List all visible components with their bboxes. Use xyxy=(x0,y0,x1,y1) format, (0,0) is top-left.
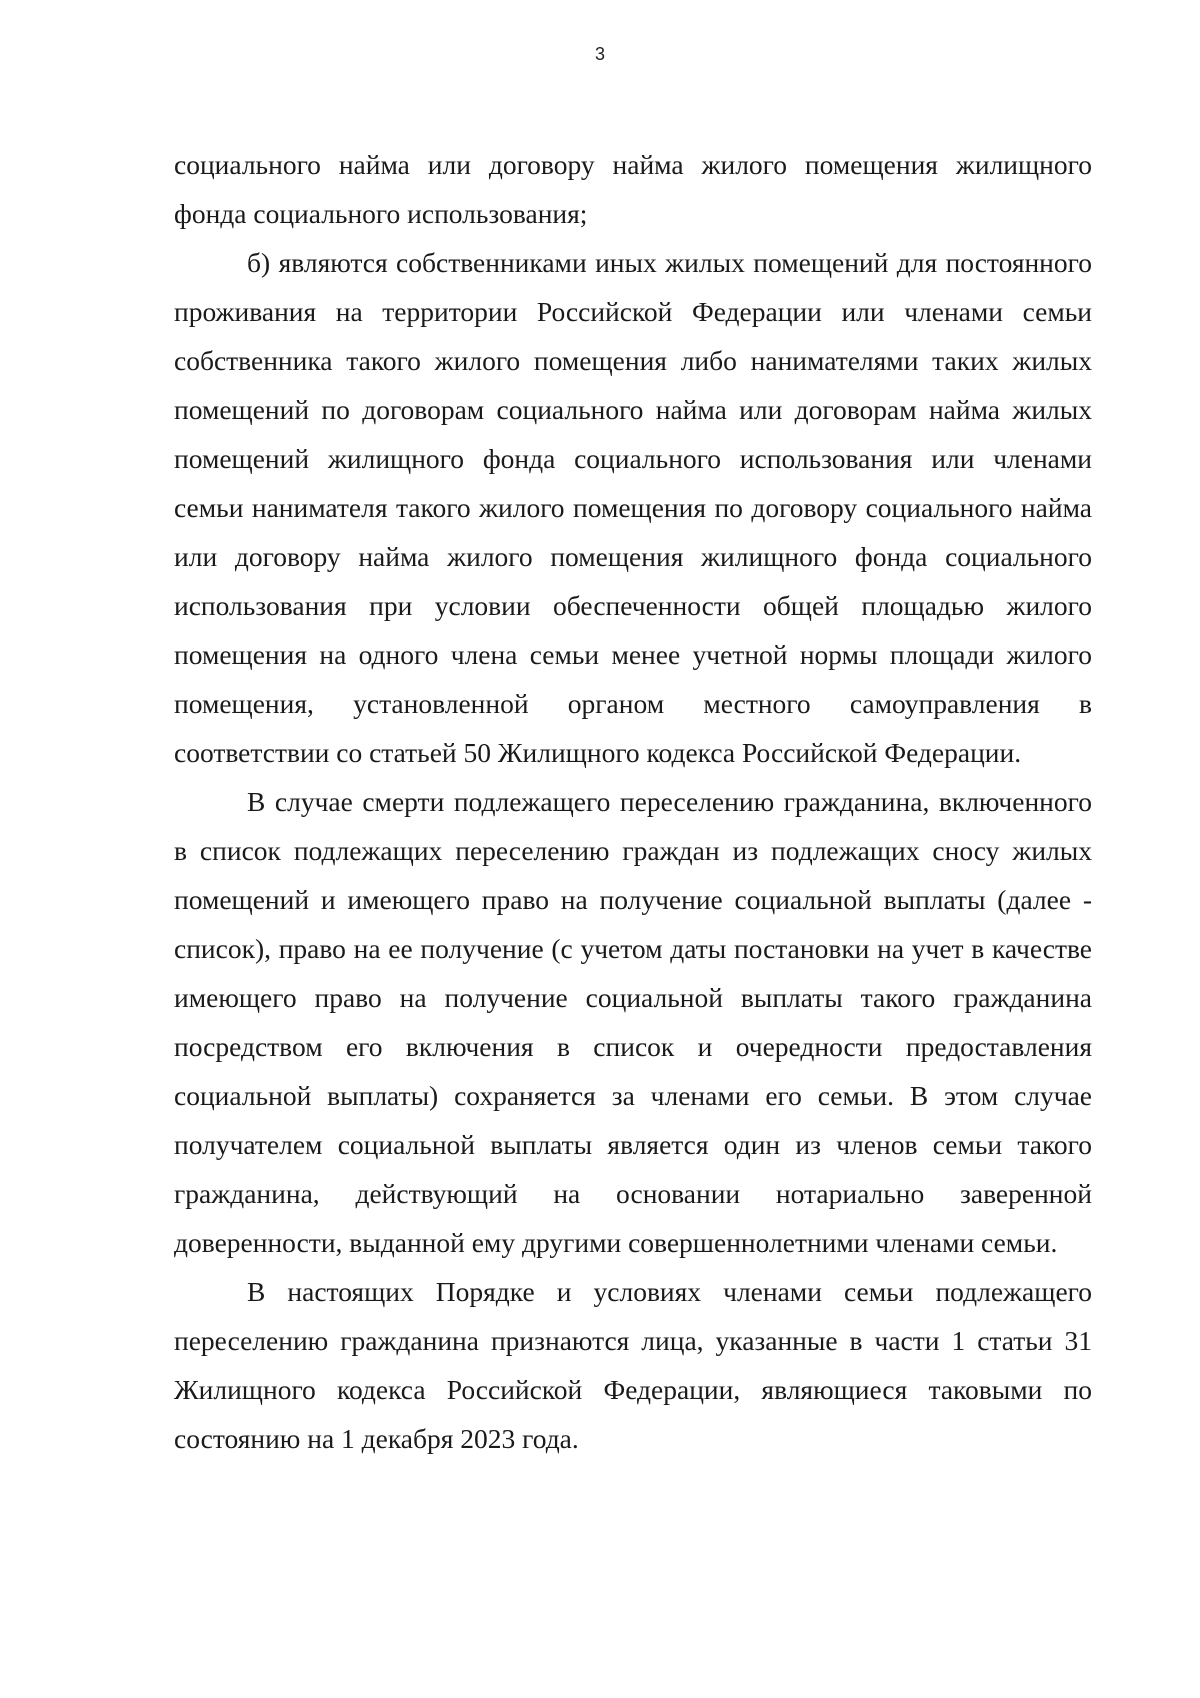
paragraph-family-members: В настоящих Порядке и условиях членами семьи подлежащего переселению гражданина признаются лица, указанные в части 1 статьи 31 Жилищного кодекса Российской Федерации, являющиеся таковыми по состоянию на 1 декабря 2023 года. xyxy=(174,1276,1092,1454)
paragraph-item-b: б) являются собственниками иных жилых помещений для постоянного проживания на территории Российской Федерации или членами семьи собственника такого жилого помещения либо нанимателями таких жилых помещений по договорам социального найма или договорам найма жилых помещений жилищного фонда социального использования или членами семьи нанимателя такого жилого помещения по договору социального найма или договору найма жилого помещения жилищного фонда социального использования при условии обеспеченности общей площадью жилого помещения на одного члена семьи менее учетной нормы площади жилого помещения, установленной органом местного самоуправления в соответствии со статьей 50 Жилищного кодекса Российской Федерации. xyxy=(174,247,1092,768)
paragraph-death-case: В случае смерти подлежащего переселению гражданина, включенного в список подлежащих переселению граждан из подлежащих сносу жилых помещений и имеющего право на получение социальной выплаты (далее - список), право на ее получение (с учетом даты постановки на учет в качестве имеющего право на получение социальной выплаты такого гражданина посредством его включения в список и очередности предоставления социальной выплаты) сохраняется за членами его семьи. В этом случае получателем социальной выплаты является один из членов семьи такого гражданина, действующий на основании нотариально заверенной доверенности, выданной ему другими совершеннолетними членами семьи. xyxy=(174,786,1092,1258)
paragraph-continuation: социального найма или договору найма жилого помещения жилищного фонда социального использования; xyxy=(174,149,1092,229)
page-number: 3 xyxy=(594,44,605,64)
document-body xyxy=(174,140,1092,1463)
